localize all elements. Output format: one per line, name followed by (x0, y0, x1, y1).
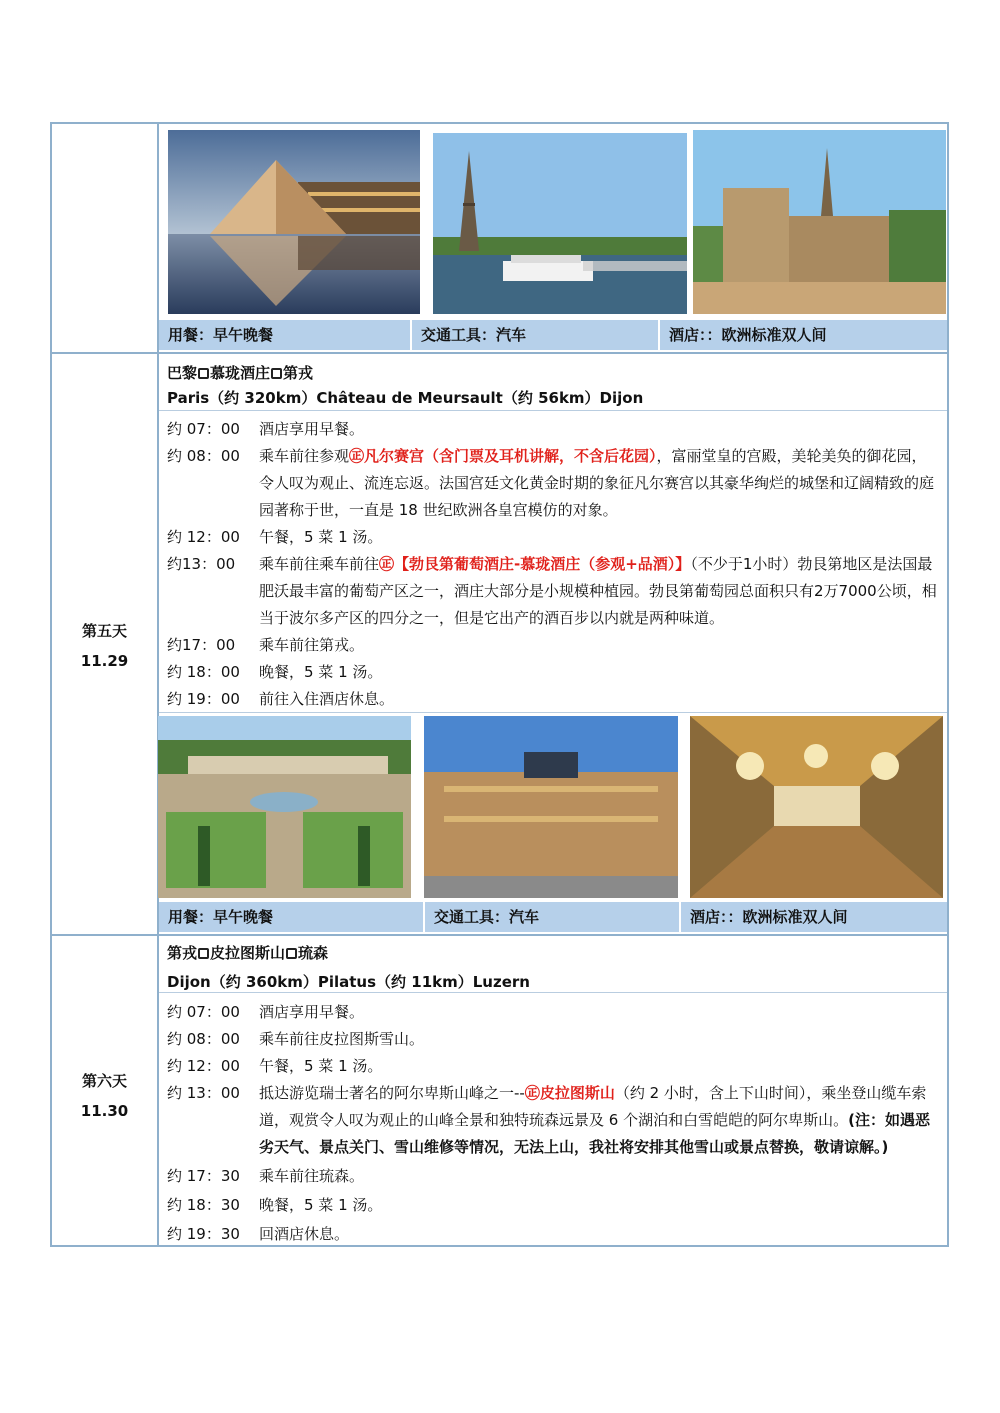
schedule-time: 约 08：00 (167, 447, 240, 465)
schedule-text: 酒店享用早餐。 (259, 1003, 365, 1021)
day5-label (52, 616, 157, 676)
hall-of-mirrors-photo (690, 716, 943, 898)
schedule-text: 乘车前往第戎。 (259, 636, 365, 654)
route-city: 皮拉图斯山 (210, 944, 286, 962)
day5-route-en: Paris（约 320km）Château de Meursault（约 56km）Dijon (167, 389, 644, 407)
weather-notice: (注：如遇恶劣天气、景点关门、雪山维修等情况，无法上山，我社将安排其他雪山或景点替换，敬请谅解。) (259, 1111, 930, 1156)
schedule-item (167, 524, 939, 551)
versailles-garden-photo (158, 716, 411, 898)
notre-dame-photo (693, 130, 946, 314)
route-city: 第戎 (283, 364, 314, 382)
route-divider (159, 410, 947, 411)
day6-route-en: Dijon（约 360km）Pilatus（约 11km）Luzern (167, 973, 530, 991)
attraction-highlight: ㊣皮拉图斯山 (524, 1084, 615, 1102)
day-date: 11.30 (80, 1102, 129, 1120)
schedule-time: 约 12：00 (167, 528, 240, 546)
day5-info-bar (159, 902, 947, 932)
route-city: 巴黎 (167, 364, 198, 382)
schedule-item (167, 1053, 939, 1080)
day-number: 第六天 (81, 1072, 127, 1090)
schedule-text: 乘车前往乘车前往㊣【勃艮第葡萄酒庄-慕珑酒庄（参观+品酒）】（不少于1小时）勃艮第地区是法国最肥沃最丰富的葡萄产区之一，酒庄大部分是小规模种植园。勃艮第葡萄园总面积只有2万7000公顷，相当于波尔多产区的四分之一，但是它出产的酒百步以内就是两种味道。 (259, 555, 937, 627)
day4-info-bar (159, 320, 947, 350)
schedule-time: 约 07：00 (167, 420, 240, 438)
attraction-highlight: ㊣【勃艮第葡萄酒庄-慕珑酒庄（参观+品酒）】 (379, 555, 691, 573)
schedule-text: 前往入住酒店休息。 (259, 690, 395, 708)
schedule-time: 约17：00 (167, 636, 236, 654)
schedule-text: 晚餐，5 菜 1 汤。 (259, 1196, 383, 1214)
day-number: 第五天 (81, 622, 127, 640)
hotel-info: 酒店：：欧洲标准双人间 (690, 908, 848, 926)
eiffel-tower-photo (433, 133, 687, 314)
schedule-text: 乘车前往琉森。 (259, 1167, 365, 1185)
schedule-item (167, 659, 939, 686)
schedule-time: 约 18：30 (167, 1196, 240, 1214)
schedule-item (167, 999, 939, 1026)
schedule-time: 约 08：00 (167, 1030, 240, 1048)
schedule-text: 乘车前往参观㊣凡尔赛宫（含门票及耳机讲解，不含后花园），富丽堂皇的宫殿，美轮美奂的御花园，令人叹为观止、流连忘返。法国宫廷文化黄金时期的象征凡尔赛宫以其豪华绚烂的城堡和辽阔精致的庭园著称于世，一直是 18 世纪欧洲各皇宫模仿的对象。 (259, 447, 935, 519)
louvre-pyramid-photo (168, 130, 420, 314)
hotel-info: 酒店：：欧洲标准双人间 (669, 326, 827, 344)
route-city: 第戎 (167, 944, 198, 962)
schedule-time: 约 19：30 (167, 1225, 240, 1243)
schedule-item (167, 551, 939, 632)
schedule-time: 约 19：00 (167, 690, 240, 708)
meal-info: 用餐：早午晚餐 (168, 908, 274, 926)
schedule-text: 午餐，5 菜 1 汤。 (259, 528, 383, 546)
schedule-time: 约 13：00 (167, 1084, 240, 1102)
schedule-time: 约 12：00 (167, 1057, 240, 1075)
schedule-text: 回酒店休息。 (259, 1225, 350, 1243)
attraction-highlight: ㊣凡尔赛宫（含门票及耳机讲解，不含后花园） (349, 447, 657, 465)
day6-route (167, 942, 328, 963)
bus-icon (286, 948, 297, 959)
bus-icon (198, 368, 209, 379)
schedule-item (167, 1026, 939, 1053)
schedule-time: 约13：00 (167, 555, 236, 573)
schedule-text: 午餐，5 菜 1 汤。 (259, 1057, 383, 1075)
day-column-divider (157, 124, 159, 1245)
schedule-time: 约 18：00 (167, 663, 240, 681)
schedule-item (167, 1221, 939, 1248)
schedule-item (167, 632, 939, 659)
itinerary-table (50, 122, 949, 1247)
meal-info: 用餐：早午晚餐 (168, 326, 274, 344)
row-divider (52, 934, 947, 936)
schedule-item (167, 1163, 939, 1190)
transport-info: 交通工具：汽车 (434, 908, 540, 926)
versailles-palace-photo (424, 716, 678, 898)
schedule-time: 约 17：30 (167, 1167, 240, 1185)
transport-info: 交通工具：汽车 (421, 326, 527, 344)
schedule-item (167, 686, 939, 713)
schedule-time: 约 07：00 (167, 1003, 240, 1021)
schedule-item (167, 443, 939, 524)
bus-icon (271, 368, 282, 379)
schedule-text: 酒店享用早餐。 (259, 420, 365, 438)
bus-icon (198, 948, 209, 959)
day5-route (167, 362, 313, 383)
day-date: 11.29 (80, 652, 129, 670)
schedule-item (167, 1080, 939, 1161)
schedule-item (167, 1192, 939, 1219)
route-city: 慕珑酒庄 (210, 364, 271, 382)
route-divider (159, 992, 947, 993)
schedule-item (167, 416, 939, 443)
route-city: 琉森 (298, 944, 329, 962)
schedule-text: 乘车前往皮拉图斯雪山。 (259, 1030, 425, 1048)
schedule-text: 晚餐，5 菜 1 汤。 (259, 663, 383, 681)
day6-label (52, 1066, 157, 1126)
row-divider (52, 352, 947, 354)
schedule-text: 抵达游览瑞士著名的阿尔卑斯山峰之一--㊣皮拉图斯山（约 2 小时，含上下山时间），乘坐登山缆车索道，观赏令人叹为观止的山峰全景和独特琉森远景及 6 个湖泊和白雪皑皑的阿尔卑斯山。(注：如遇恶劣天气、景点关门、雪山维修等情况，无法上山，我社将安排其他雪山或景点替换，敬请谅解。) (259, 1084, 930, 1156)
